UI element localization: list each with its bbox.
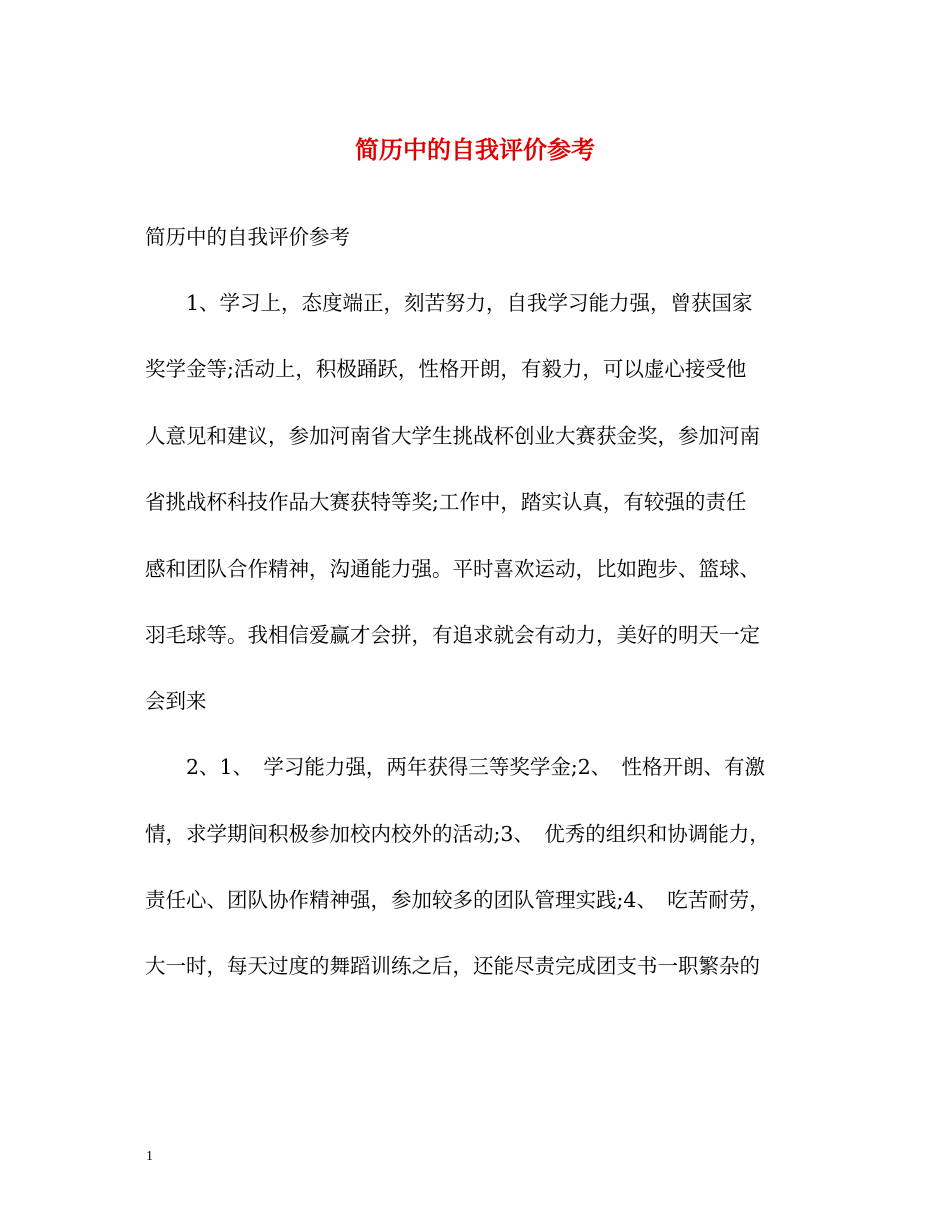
page-number: 1: [146, 1149, 153, 1164]
document-title: 简历中的自我评价参考: [355, 135, 595, 164]
body-line-6: 羽毛球等。我相信爱赢才会拼，有追求就会有动力，美好的明天一定: [145, 623, 760, 647]
body-line-1: 1、学习上，态度端正，刻苦努力，自我学习能力强，曾获国家: [145, 291, 753, 315]
body-line-9: 情，求学期间积极参加校内校外的活动;3、 优秀的组织和协调能力，: [145, 822, 770, 846]
body-line-11: 大一时，每天过度的舞蹈训练之后，还能尽责完成团支书一职繁杂的: [145, 954, 760, 978]
body-line-2: 奖学金等;活动上，积极踊跃，性格开朗，有毅力，可以虚心接受他: [145, 357, 747, 381]
body-line-4: 省挑战杯科技作品大赛获特等奖;工作中，踏实认真，有较强的责任: [145, 490, 747, 514]
body-line-7: 会到来: [145, 689, 207, 713]
document-subtitle: 简历中的自我评价参考: [145, 225, 350, 249]
body-line-3: 人意见和建议，参加河南省大学生挑战杯创业大赛获金奖，参加河南: [145, 424, 760, 448]
body-line-10: 责任心、团队协作精神强，参加较多的团队管理实践;4、 吃苦耐劳，: [145, 888, 770, 912]
body-line-5: 感和团队合作精神，沟通能力强。平时喜欢运动，比如跑步、篮球、: [145, 557, 760, 581]
body-line-8: 2、1、 学习能力强，两年获得三等奖学金;2、 性格开朗、有激: [145, 755, 766, 779]
